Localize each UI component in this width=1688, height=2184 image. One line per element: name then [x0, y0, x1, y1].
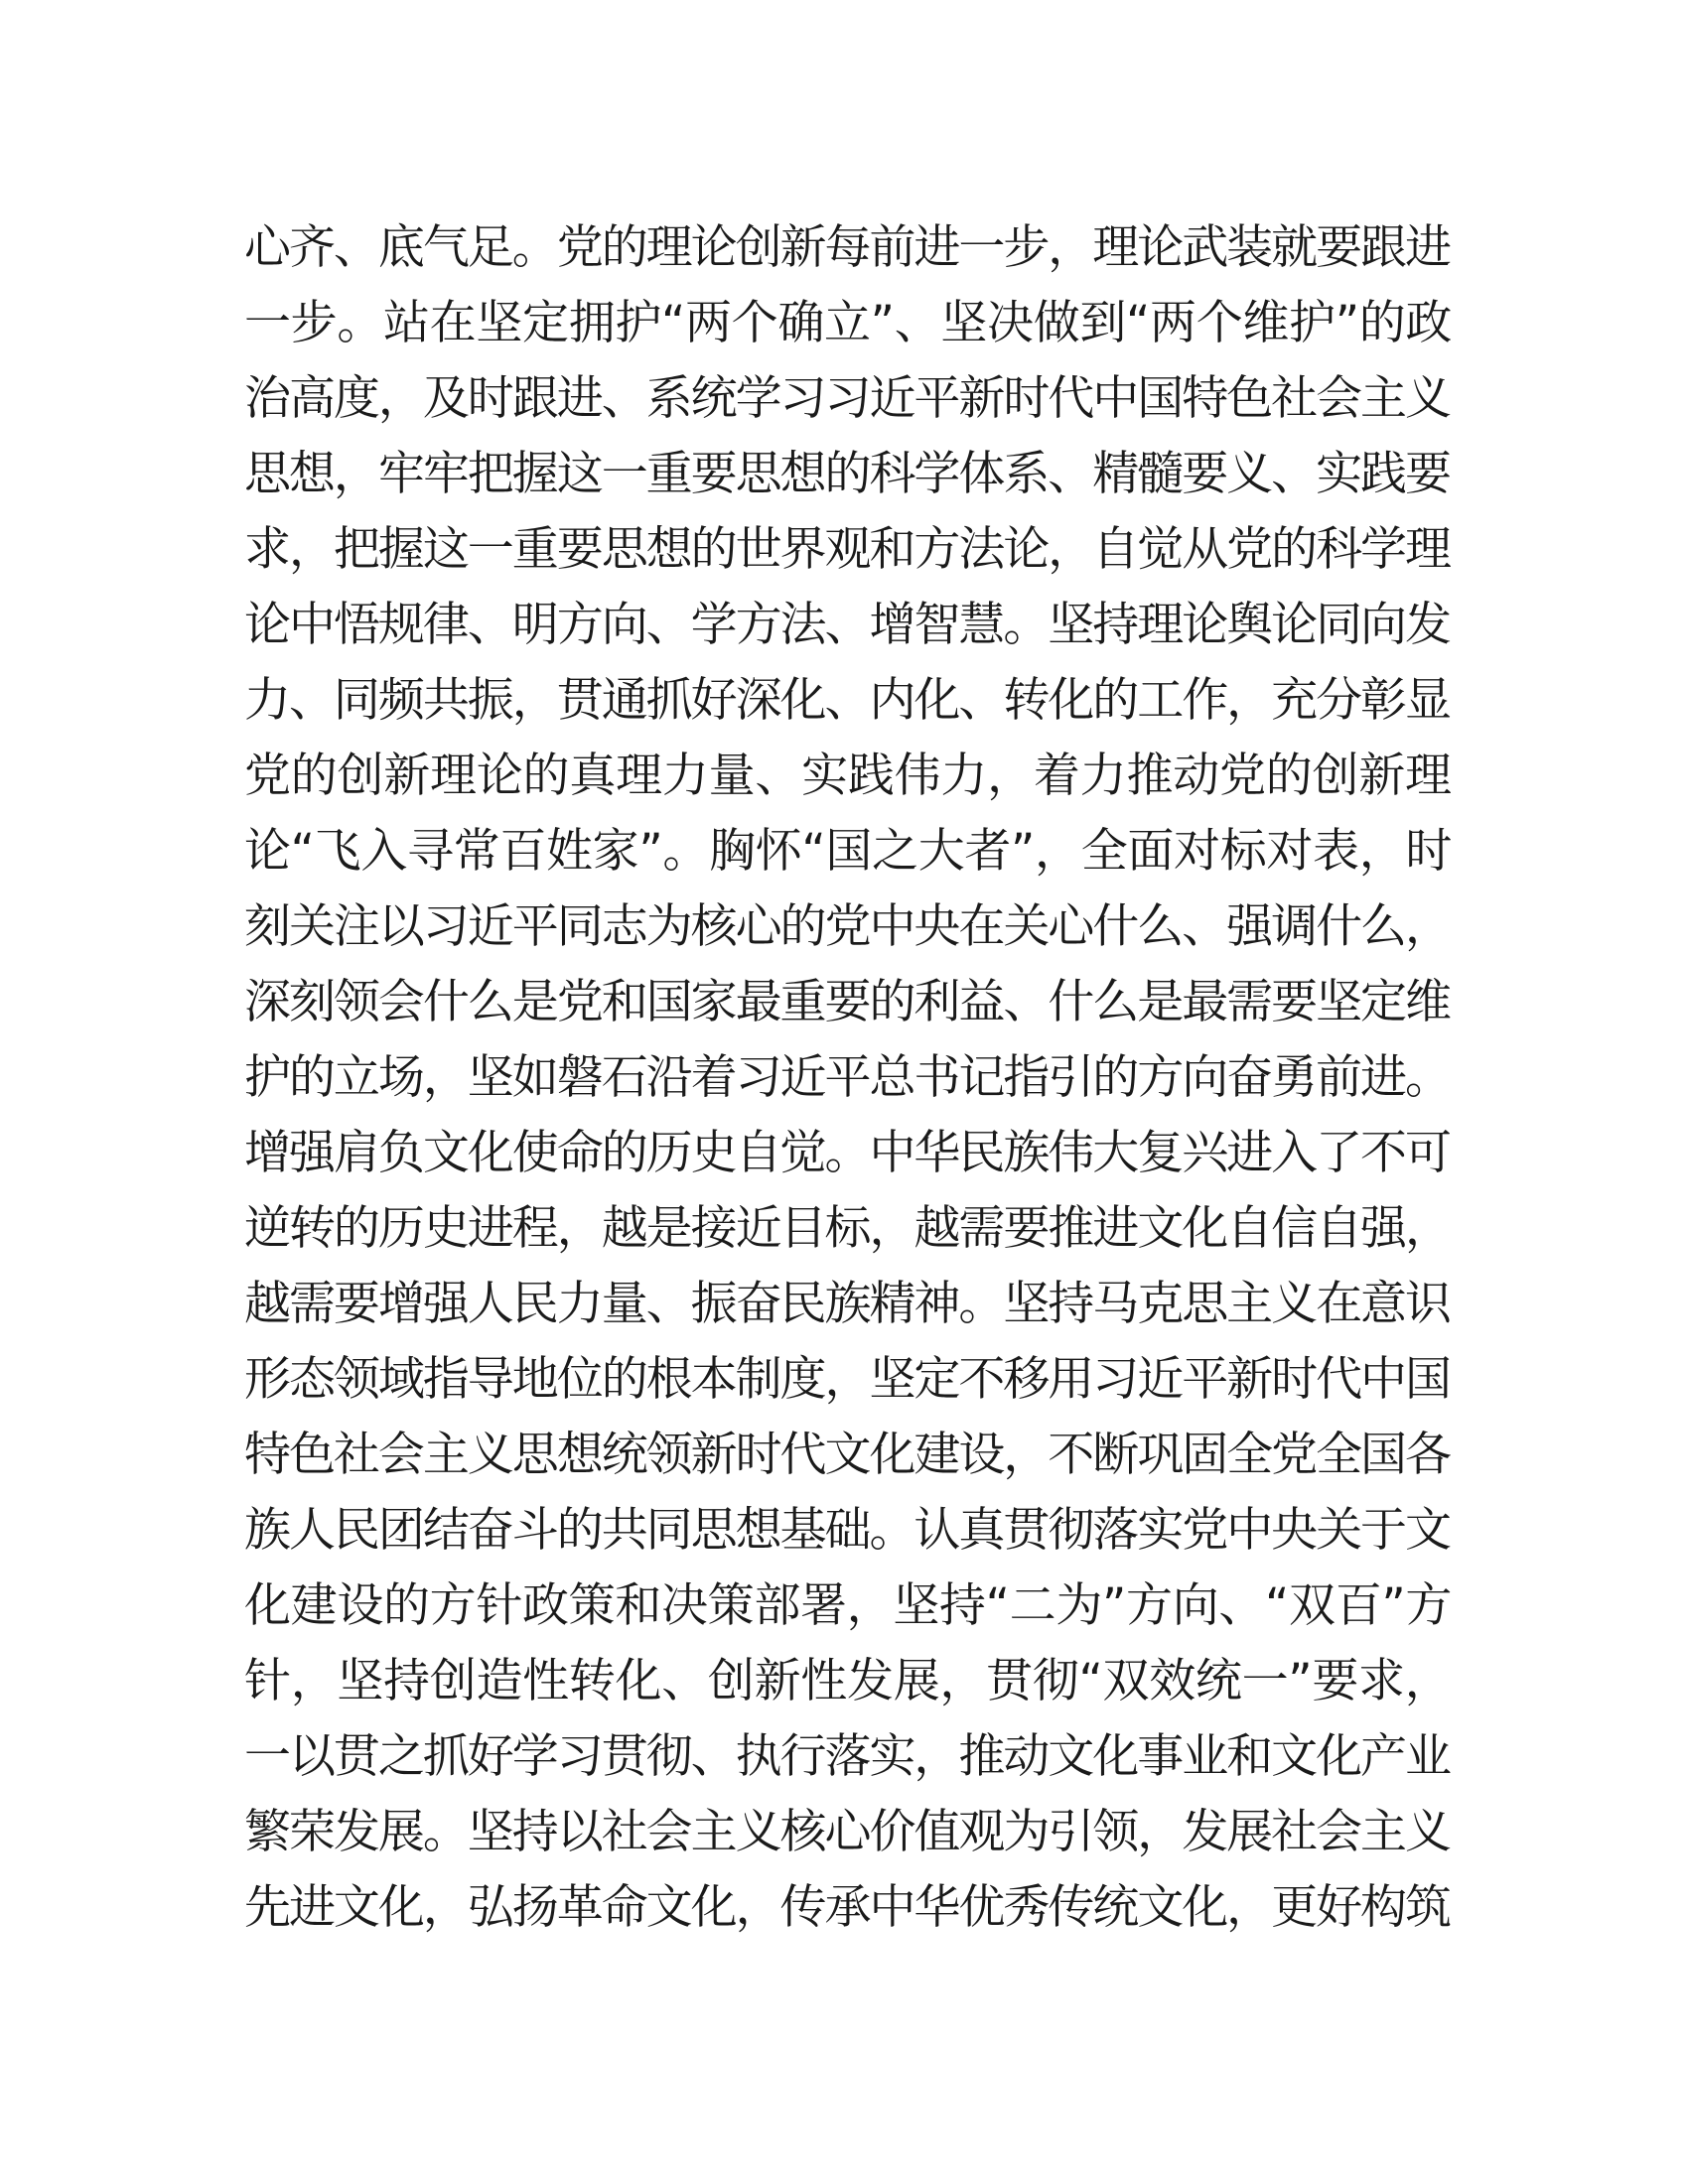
text-line: 论中悟规律、明方向、学方法、增智慧。坚持理论舆论同向发: [244, 598, 1450, 652]
text-line: 刻关注以习近平同志为核心的党中央在关心什么、强调什么，: [244, 899, 1450, 954]
text-line: 党的创新理论的真理力量、实践伟力，着力推动党的创新理: [244, 749, 1452, 803]
text-line: 针，坚持创造性转化、创新性发展，贯彻“双效统一”要求，: [244, 1654, 1452, 1708]
text-line: 思想，牢牢把握这一重要思想的科学体系、精髓要义、实践要: [244, 447, 1450, 501]
text-line: 增强肩负文化使命的历史自觉。中华民族伟大复兴进入了不可: [244, 1126, 1450, 1180]
text-line: 先进文化，弘扬革命文化，传承中华优秀传统文化，更好构筑: [244, 1880, 1450, 1935]
text-line: 深刻领会什么是党和国家最重要的利益、什么是最需要坚定维: [244, 975, 1450, 1029]
text-line: 繁荣发展。坚持以社会主义核心价值观为引领，发展社会主义: [244, 1805, 1450, 1859]
text-line: 族人民团结奋斗的共同思想基础。认真贯彻落实党中央关于文: [244, 1503, 1450, 1558]
text-line: 特色社会主义思想统领新时代文化建设，不断巩固全党全国各: [244, 1428, 1450, 1482]
text-line: 心齐、底气足。党的理论创新每前进一步，理论武装就要跟进: [244, 220, 1450, 275]
text-line: 一以贯之抓好学习贯彻、执行落实，推动文化事业和文化产业: [244, 1729, 1450, 1784]
text-line: 求，把握这一重要思想的世界观和方法论，自觉从党的科学理: [244, 522, 1450, 577]
text-line: 逆转的历史进程，越是接近目标，越需要推进文化自信自强，: [244, 1201, 1450, 1256]
text-line: 化建设的方针政策和决策部署，坚持“二为”方向、“双百”方: [244, 1578, 1453, 1633]
text-line: 治高度，及时跟进、系统学习习近平新时代中国特色社会主义: [244, 371, 1450, 426]
text-line: 一步。站在坚定拥护“两个确立”、坚决做到“两个维护”的政: [244, 296, 1453, 350]
text-line: 越需要增强人民力量、振奋民族精神。坚持马克思主义在意识: [244, 1277, 1450, 1331]
body-text: [244, 210, 1452, 1946]
text-line: 护的立场，坚如磐石沿着习近平总书记指引的方向奋勇前进。: [244, 1050, 1450, 1105]
text-line: 力、同频共振，贯通抓好深化、内化、转化的工作，充分彰显: [244, 673, 1450, 728]
text-line: 形态领域指导地位的根本制度，坚定不移用习近平新时代中国: [244, 1352, 1450, 1407]
text-line: 论“飞入寻常百姓家”。胸怀“国之大者”，全面对标对表，时: [244, 824, 1453, 879]
